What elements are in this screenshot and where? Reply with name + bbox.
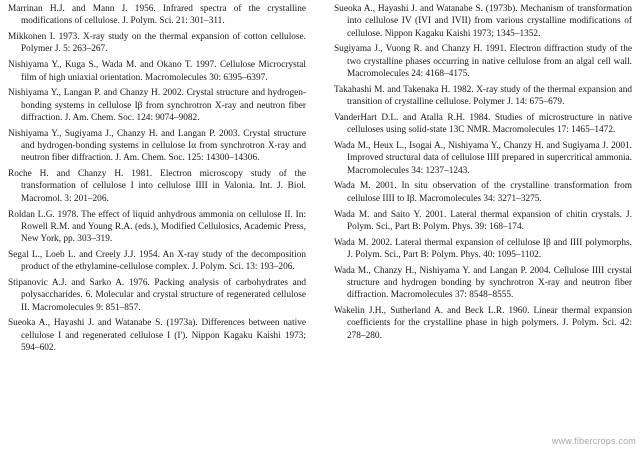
reference-entry: Sueoka A., Hayashi J. and Watanabe S. (1973b). Mechanism of transformation into cellulose IV (IVI and IVII) from various crystalline modifications of cellulose. Nippon Kagaku Kaishi 1973; 1345–1352. <box>334 4 632 39</box>
reference-entry: Stipanovic A.J. and Sarko A. 1976. Packing analysis of carbohydrates and polysaccharides. 6. Molecular and crystal structure of regenerated cellulose II. Macromolecules 9: 851–857. <box>8 278 306 313</box>
reference-entry: Segal L., Loeb L. and Creely J.J. 1954. An X-ray study of the decomposition product of the ethylamine-cellulose complex. J. Polym. Sci. 13: 193–206. <box>8 249 306 273</box>
reference-entry: Roldan L.G. 1978. The effect of liquid anhydrous ammonia on cellulose II. In: Rowell R.M. and Young R.A. (eds.), Modified Cellulosics, Academic Press, New York, pp. 303–319. <box>8 209 306 245</box>
reference-entry: VanderHart D.L. and Atalla R.H. 1984. Studies of microstructure in native celluloses using solid-state 13C NMR. Macromolecules 17: 1465–1472. <box>334 112 632 136</box>
reference-entry: Nishiyama Y., Sugiyama J., Chanzy H. and Langan P. 2003. Crystal structure and hydrogen-bonding systems in cellulose Iα from synchrotron X-ray and neutron fiber diffraction. J. Am. Chem. Soc. 125: 14300–14306. <box>8 128 306 164</box>
reference-entry: Wakelin J.H., Sutherland A. and Beck L.R. 1960. Linear thermal expansion coefficients for the crystalline phase in high polymers. J. Polym. Sci. 42: 278–280. <box>334 306 632 341</box>
reference-entry: Sugiyama J., Vuong R. and Chanzy H. 1991. Electron diffraction study of the two crystalline phases occurring in native cellulose from an algal cell wall. Macromolecules 24: 4168–4175. <box>334 44 632 80</box>
reference-entry: Wada M., Chanzy H., Nishiyama Y. and Langan P. 2004. Cellulose IIII crystal structure and hydrogen bonding by synchrotron X-ray and neutron fiber diffraction. Macromolecules 37: 8548–8555. <box>334 265 632 301</box>
reference-entry: Nishiyama Y., Langan P. and Chanzy H. 2002. Crystal structure and hydrogen-bonding systems in cellulose Iβ from synchrotron X-ray and neutron fiber diffraction. J. Am. Chem. Soc. 124: 9074–9082. <box>8 88 306 123</box>
reference-entry: Wada M. 2002. Lateral thermal expansion of cellulose Iβ and IIII polymorphs. J. Polym. Sci., Part B: Polym. Phys. 40: 1095–1102. <box>334 237 632 260</box>
reference-entry: Sueoka A., Hayashi J. and Watanabe S. (1973a). Differences between native cellulose I and regenerated cellulose I (I'). Nippon Kagaku Kaishi 1973; 594–602. <box>8 318 306 354</box>
site-watermark: www.fibercrops.com <box>551 436 636 446</box>
reference-column-right <box>334 3 632 346</box>
reference-entry: Nishiyama Y., Kuga S., Wada M. and Okano T. 1997. Cellulose Microcrystal film of high uniaxial orientation. Macromolecules 30: 6395–6397. <box>8 60 306 83</box>
reference-entry: Wada M., Heux L., Isogai A., Nishiyama Y., Chanzy H. and Sugiyama J. 2001. Improved structural data of cellulose IIII prepared in supercritical ammonia. Macromolecules 34: 1237–1243. <box>334 141 632 176</box>
reference-column-left <box>8 3 306 358</box>
reference-entry: Mikkonen I. 1973. X-ray study on the thermal expansion of cotton cellulose. Polymer J. 5: 263–267. <box>8 32 306 55</box>
reference-entry: Takahashi M. and Takenaka H. 1982. X-ray study of the thermal expansion and transition of crystalline cellulose. Polymer J. 14: 675–679. <box>334 84 632 108</box>
reference-entry: Marrinan H.J. and Mann J. 1956. Infrared spectra of the crystalline modifications of cellulose. J. Polym. Sci. 21: 301–311. <box>8 4 306 27</box>
reference-entry: Wada M. and Saito Y. 2001. Lateral thermal expansion of chitin crystals. J. Polym. Sci., Part B: Polym. Phys. 39: 168–174. <box>334 209 632 232</box>
reference-entry: Wada M. 2001. In situ observation of the crystalline transformation from cellulose IIII to Iβ. Macromolecules 34: 3271–3275. <box>334 181 632 204</box>
reference-entry: Roche H. and Chanzy H. 1981. Electron microscopy study of the transformation of cellulose I into cellulose IIII in Valonia. Int. J. Biol. Macromol. 3: 201–206. <box>8 169 306 204</box>
